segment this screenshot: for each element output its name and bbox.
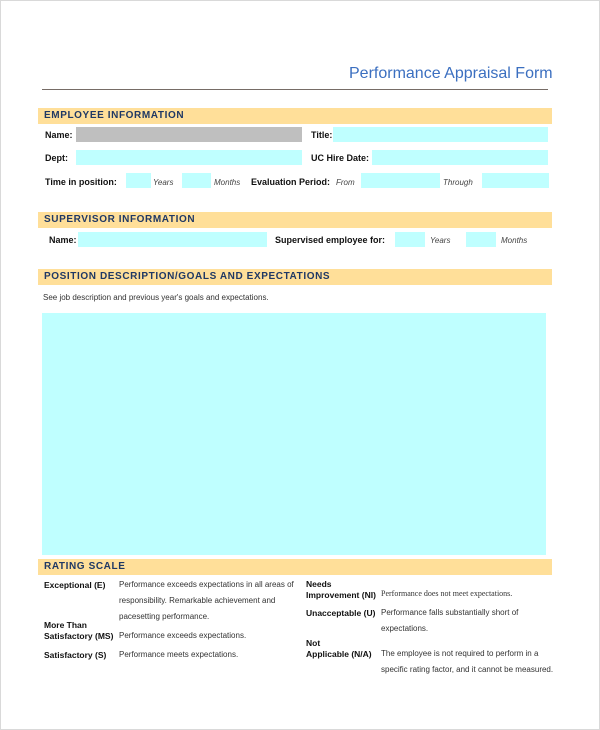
months-unit: Months [214, 178, 241, 187]
desc-line: Performance does not meet expectations. [381, 589, 513, 598]
desc-line: Performance falls substantially short of [381, 608, 519, 617]
rating-term-needs-improvement [306, 579, 376, 601]
desc-line: Performance meets expectations. [119, 650, 239, 659]
supervised-for-label: Supervised employee for: [275, 235, 386, 245]
term-line: Satisfactory (MS) [44, 631, 114, 641]
years-unit: Years [153, 178, 174, 187]
section-heading: POSITION DESCRIPTION/GOALS AND EXPECTATIONS [44, 271, 331, 282]
supervised-months-input[interactable] [466, 232, 496, 247]
title-label: Title: [311, 130, 333, 140]
section-heading: RATING SCALE [44, 561, 126, 572]
supervised-years-input[interactable] [395, 232, 425, 247]
term-line: More Than [44, 620, 87, 630]
supervisor-name-label: Name: [49, 235, 77, 245]
time-in-position-label: Time in position: [45, 177, 117, 187]
through-label: Through [443, 178, 473, 187]
term-line: Improvement (NI) [306, 590, 376, 600]
rating-desc-unacceptable [381, 605, 518, 637]
rating-desc-more-than-satisfactory [119, 628, 246, 644]
rating-desc-needs-improvement [381, 586, 512, 602]
page-title: Performance Appraisal Form [349, 65, 553, 82]
title-input[interactable] [333, 127, 548, 142]
rating-term-not-applicable [306, 638, 372, 660]
eval-from-input[interactable] [361, 173, 440, 188]
time-months-input[interactable] [182, 173, 211, 188]
supervisor-name-input[interactable] [78, 232, 267, 247]
rating-desc-satisfactory [119, 647, 238, 663]
rating-desc-not-applicable [381, 646, 553, 678]
from-label: From [336, 178, 355, 187]
rating-term-exceptional: Exceptional (E) [44, 580, 106, 590]
term-line: Needs [306, 579, 332, 589]
rating-desc-exceptional [119, 577, 294, 625]
evaluation-period-label: Evaluation Period: [251, 177, 331, 187]
employee-name-label: Name: [45, 130, 73, 140]
desc-line: responsibility. Remarkable achievement and [119, 596, 276, 605]
desc-line: The employee is not required to perform in a [381, 649, 539, 658]
position-description-textarea[interactable] [42, 313, 546, 555]
desc-line: expectations. [381, 624, 429, 633]
time-years-input[interactable] [126, 173, 151, 188]
eval-through-input[interactable] [482, 173, 549, 188]
term-line: Not [306, 638, 321, 648]
years-unit: Years [430, 236, 451, 245]
desc-line: pacesetting performance. [119, 612, 210, 621]
section-heading: EMPLOYEE INFORMATION [44, 110, 185, 121]
section-heading: SUPERVISOR INFORMATION [44, 214, 196, 225]
months-unit: Months [501, 236, 528, 245]
desc-line: specific rating factor, and it cannot be measured. [381, 665, 554, 674]
hire-date-input[interactable] [372, 150, 548, 165]
position-description-note: See job description and previous year's goals and expectations. [43, 293, 269, 302]
rating-term-satisfactory: Satisfactory (S) [44, 650, 107, 660]
dept-label: Dept: [45, 153, 68, 163]
rating-scale-header [38, 559, 552, 575]
desc-line: Performance exceeds expectations. [119, 631, 247, 640]
supervisor-info-header [38, 212, 552, 228]
rating-term-more-than-satisfactory [44, 620, 113, 642]
term-line: Applicable (N/A) [306, 649, 372, 659]
dept-input[interactable] [76, 150, 302, 165]
rating-term-unacceptable: Unacceptable (U) [306, 608, 376, 618]
title-divider [42, 89, 548, 90]
employee-name-input[interactable] [76, 127, 302, 142]
employee-info-header [38, 108, 552, 124]
hire-date-label: UC Hire Date: [311, 153, 370, 163]
position-description-header [38, 269, 552, 285]
desc-line: Performance exceeds expectations in all areas of [119, 580, 294, 589]
